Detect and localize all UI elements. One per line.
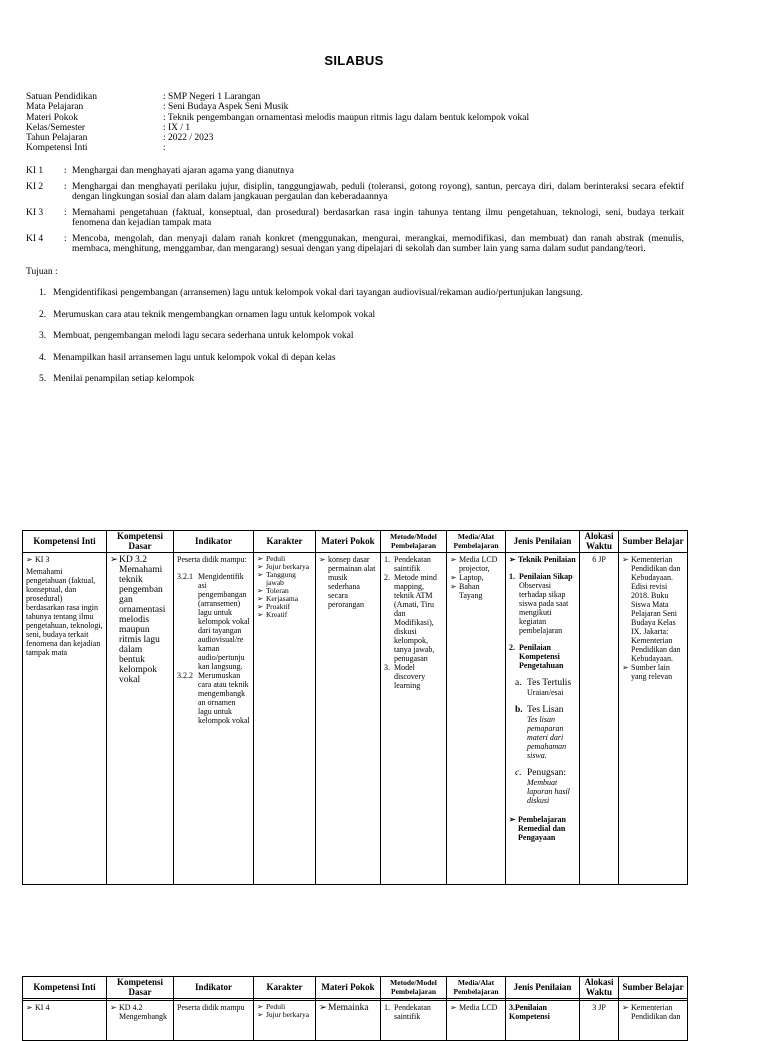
- materi-cell: ➢ konsep dasar permainan alat musik sederhana secara perorangan: [316, 553, 381, 885]
- header-cell: Sumber Belajar: [619, 531, 688, 553]
- kd-cell: ➢ KD 3.2 Memahami teknik pengemban gan ornamentasi melodis maupun ritmis lagu dalam bentuk kelompok vokal: [107, 553, 174, 885]
- header-cell: Kompetensi Dasar: [107, 531, 174, 553]
- identity-label: Kompetensi Inti: [26, 143, 88, 154]
- ki-list: [26, 166, 684, 260]
- identity-label: Materi Pokok: [26, 112, 78, 123]
- identity-row: [26, 113, 529, 123]
- tujuan-item: 3. Membuat, pengembangan melodi lagu secara sederhana untuk kelompok vokal: [39, 331, 354, 341]
- materi-cell: ➢ Memainka: [316, 1001, 381, 1041]
- syllabus-table-1: [22, 530, 688, 885]
- identity-row: [26, 123, 529, 133]
- header-cell: Alokasi Waktu: [580, 977, 619, 999]
- header-cell: Jenis Penilaian: [506, 531, 580, 553]
- ki-row: KI 4 : Mencoba, mengolah, dan menyaji dalam ranah konkret (menggunakan, mengurai, merangkai, memodifikasi, dan membuat) dan ranah abstrak (menulis, membaca, menghitung, menggambar, dan mengarang) sesuai dengan yang dipelajari di sekolah dan sumber lain yang sama dalam sudut pandang/teori.: [26, 233, 684, 254]
- header-cell: Karakter: [254, 977, 316, 999]
- header-cell: Kompetensi Inti: [23, 531, 107, 553]
- header-cell: Alokasi Waktu: [580, 531, 619, 553]
- header-cell: Kompetensi Inti: [23, 977, 107, 999]
- identity-label: Kelas/Semester: [26, 122, 86, 133]
- kd-cell: ➢ KD 4.2 Mengembangk: [107, 1001, 174, 1041]
- ki-row: KI 2 : Menghargai dan menghayati perilaku jujur, disiplin, tanggungjawab, peduli (toleransi, gotong royong), santun, percaya diri, dalam berinteraksi secara efektif dengan lingkungan sosial dan alam dalam jangkauan pergaulan dan keberadaannya: [26, 181, 684, 202]
- header-cell: Indikator: [174, 977, 254, 999]
- alokasi-cell: 6 JP: [580, 553, 619, 885]
- tujuan-list: [39, 288, 699, 396]
- ki-code: KI 2: [26, 181, 44, 192]
- tujuan-item: 5. Menilai penampilan setiap kelompok: [39, 374, 195, 384]
- ki-text: Memahami pengetahuan (faktual, konseptual, dan prosedural) berdasarkan rasa ingin tahunya tentang ilmu pengetahuan, teknologi, seni, budaya terkait fenomena dan kejadian tampak mata: [72, 207, 684, 228]
- penilaian-cell: ➢ Teknik Penilaian 1. Penilaian Sikap Observasi terhadap sikap siswa pada saat mengikuti kegiatan pembelajaran 2. Penilaian Kompetensi Pengetahuan a. Tes Tertulis Uraian/esai b. Tes Lisan Tes lisan pemaparan materi dari pemahaman siswa. c. Penugsan: Membuat laporan hasil diskusi ➢ Pembelajaran Remedial dan Pengayaan: [506, 553, 580, 885]
- header-cell: Indikator: [174, 531, 254, 553]
- identity-value: : Seni Budaya Aspek Seni Musik: [163, 102, 289, 113]
- identity-row: [26, 143, 529, 153]
- metode-cell: 1. Pendekatan saintifik: [381, 1001, 447, 1041]
- media-cell: ➢ Media LCD: [447, 1001, 506, 1041]
- identity-value: : Teknik pengembangan ornamentasi melodis maupun ritmis lagu dalam bentuk kelompok vokal: [163, 112, 530, 123]
- identity-label: Satuan Pendidikan: [26, 92, 97, 102]
- sumber-cell: ➢ Kementerian Pendidikan dan Kebudayaan. Edisi revisi 2018. Buku Siswa Mata Pelajaran Seni Budaya Kelas IX. Jakarta: Kementerian Pendidikan dan Kebudayaan. ➢ Sumber lain yang relevan: [619, 553, 688, 885]
- penilaian-cell: 3.Penilaian Kompetensi: [506, 1001, 580, 1041]
- identity-value: : IX / 1: [163, 122, 191, 133]
- identity-row: [26, 92, 529, 102]
- karakter-cell: ➢ Peduli ➢ Jujur berkarya: [254, 1001, 316, 1041]
- table-row: [23, 1001, 688, 1041]
- indikator-cell: Peserta didik mampu: [174, 1001, 254, 1041]
- page-title: SILABUS: [324, 53, 384, 68]
- identity-value: : 2022 / 2023: [163, 133, 214, 144]
- header-cell: Materi Pokok: [316, 977, 381, 999]
- ki-cell: ➢ KI 4: [23, 1001, 107, 1041]
- indikator-cell: Peserta didik mampu: 3.2.1 Mengidentifik asi pengembangan (arransemen) lagu untuk kelompok vokal dari tayangan audiovisual/re kaman audio/pertunju kan langsung. 3.2.2 Merumuskan cara atau teknik mengembangk an ornamen lagu untuk kelompok vokal: [174, 553, 254, 885]
- alokasi-cell: 3 JP: [580, 1001, 619, 1041]
- identity-label: Tahun Pelajaran: [26, 133, 88, 144]
- header-cell: Materi Pokok: [316, 531, 381, 553]
- tujuan-label: Tujuan :: [26, 267, 58, 277]
- ki-row: KI 1 : Menghargai dan menghayati ajaran agama yang dianutnya: [26, 166, 684, 177]
- header-cell: Metode/Model Pembelajaran: [381, 531, 447, 553]
- media-cell: ➢ Media LCD projector, ➢ Laptop, ➢ Bahan Tayang: [447, 553, 506, 885]
- ki-row: KI 3 : Memahami pengetahuan (faktual, konseptual, dan prosedural) berdasarkan rasa ingin tahunya tentang ilmu pengetahuan, teknologi, seni, budaya terkait fenomena dan kejadian tampak mata: [26, 207, 684, 228]
- ki-cell: ➢ KI 3 Memahami pengetahuan (faktual, konseptual, dan prosedural) berdasarkan rasa ingin tahunya tentang ilmu pengetahuan, teknologi, seni, budaya terkait fenomena dan kejadian tampak mata: [23, 553, 107, 885]
- karakter-cell: ➢ Peduli ➢ Jujur berkarya ➢ Tanggung jawab ➢ Toleran ➢ Kerjasama ➢ Proaktif ➢ Kreatif: [254, 553, 316, 885]
- header-cell: Media/Alat Pembelajaran: [447, 977, 506, 999]
- identity-row: [26, 133, 529, 143]
- ki-text: Mencoba, mengolah, dan menyaji dalam ranah konkret (menggunakan, mengurai, merangkai, memodifikasi, dan membuat) dan ranah abstrak (menulis, membaca, menghitung, menggambar, dan mengarang) sesuai dengan yang dipelajari di sekolah dan sumber lain yang sama dalam sudut pandang/teori.: [72, 233, 684, 254]
- header-cell: Sumber Belajar: [619, 977, 688, 999]
- table-header-row: [23, 531, 688, 553]
- ki-text: Menghargai dan menghayati perilaku jujur, disiplin, tanggungjawab, peduli (toleransi, gotong royong), santun, percaya diri, dalam berinteraksi secara efektif dengan lingkungan sosial dan alam dalam jangkauan pergaulan dan keberadaannya: [72, 181, 684, 202]
- identity-value: : SMP Negeri 1 Larangan: [163, 92, 261, 102]
- tujuan-item: 2. Merumuskan cara atau teknik mengembangkan ornamen lagu untuk kelompok vokal: [39, 309, 376, 320]
- header-cell: Karakter: [254, 531, 316, 553]
- header-cell: Media/Alat Pembelajaran: [447, 531, 506, 553]
- table-row: [23, 553, 688, 885]
- table-header-row: [23, 977, 688, 999]
- sumber-cell: ➢ Kementerian Pendidikan dan: [619, 1001, 688, 1041]
- header-cell: Metode/Model Pembelajaran: [381, 977, 447, 999]
- tujuan-item: 1. Mengidentifikasi pengembangan (arransemen) lagu untuk kelompok vokal dari tayangan audiovisual/rekaman audio/pertunjukan langsung.: [39, 288, 583, 298]
- syllabus-table-2: [22, 976, 688, 1041]
- ki-code: KI 1: [26, 166, 44, 176]
- metode-cell: 1. Pendekatan saintifik 2. Metode mind mapping, teknik ATM (Amati, Tiru dan Modifikasi), diskusi kelompok, tanya jawab, penugasan 3. Model discovery learning: [381, 553, 447, 885]
- ki-text: Menghargai dan menghayati ajaran agama yang dianutnya: [72, 166, 294, 176]
- identity-value: :: [163, 143, 166, 154]
- identity-label: Mata Pelajaran: [26, 102, 84, 113]
- identity-row: [26, 102, 529, 112]
- tujuan-item: 4. Menampilkan hasil arransemen lagu untuk kelompok vokal di depan kelas: [39, 352, 336, 363]
- header-cell: Jenis Penilaian: [506, 977, 580, 999]
- header-cell: Kompetensi Dasar: [107, 977, 174, 999]
- identity-block: [26, 92, 529, 154]
- ki-code: KI 4: [26, 233, 44, 244]
- ki-code: KI 3: [26, 207, 44, 218]
